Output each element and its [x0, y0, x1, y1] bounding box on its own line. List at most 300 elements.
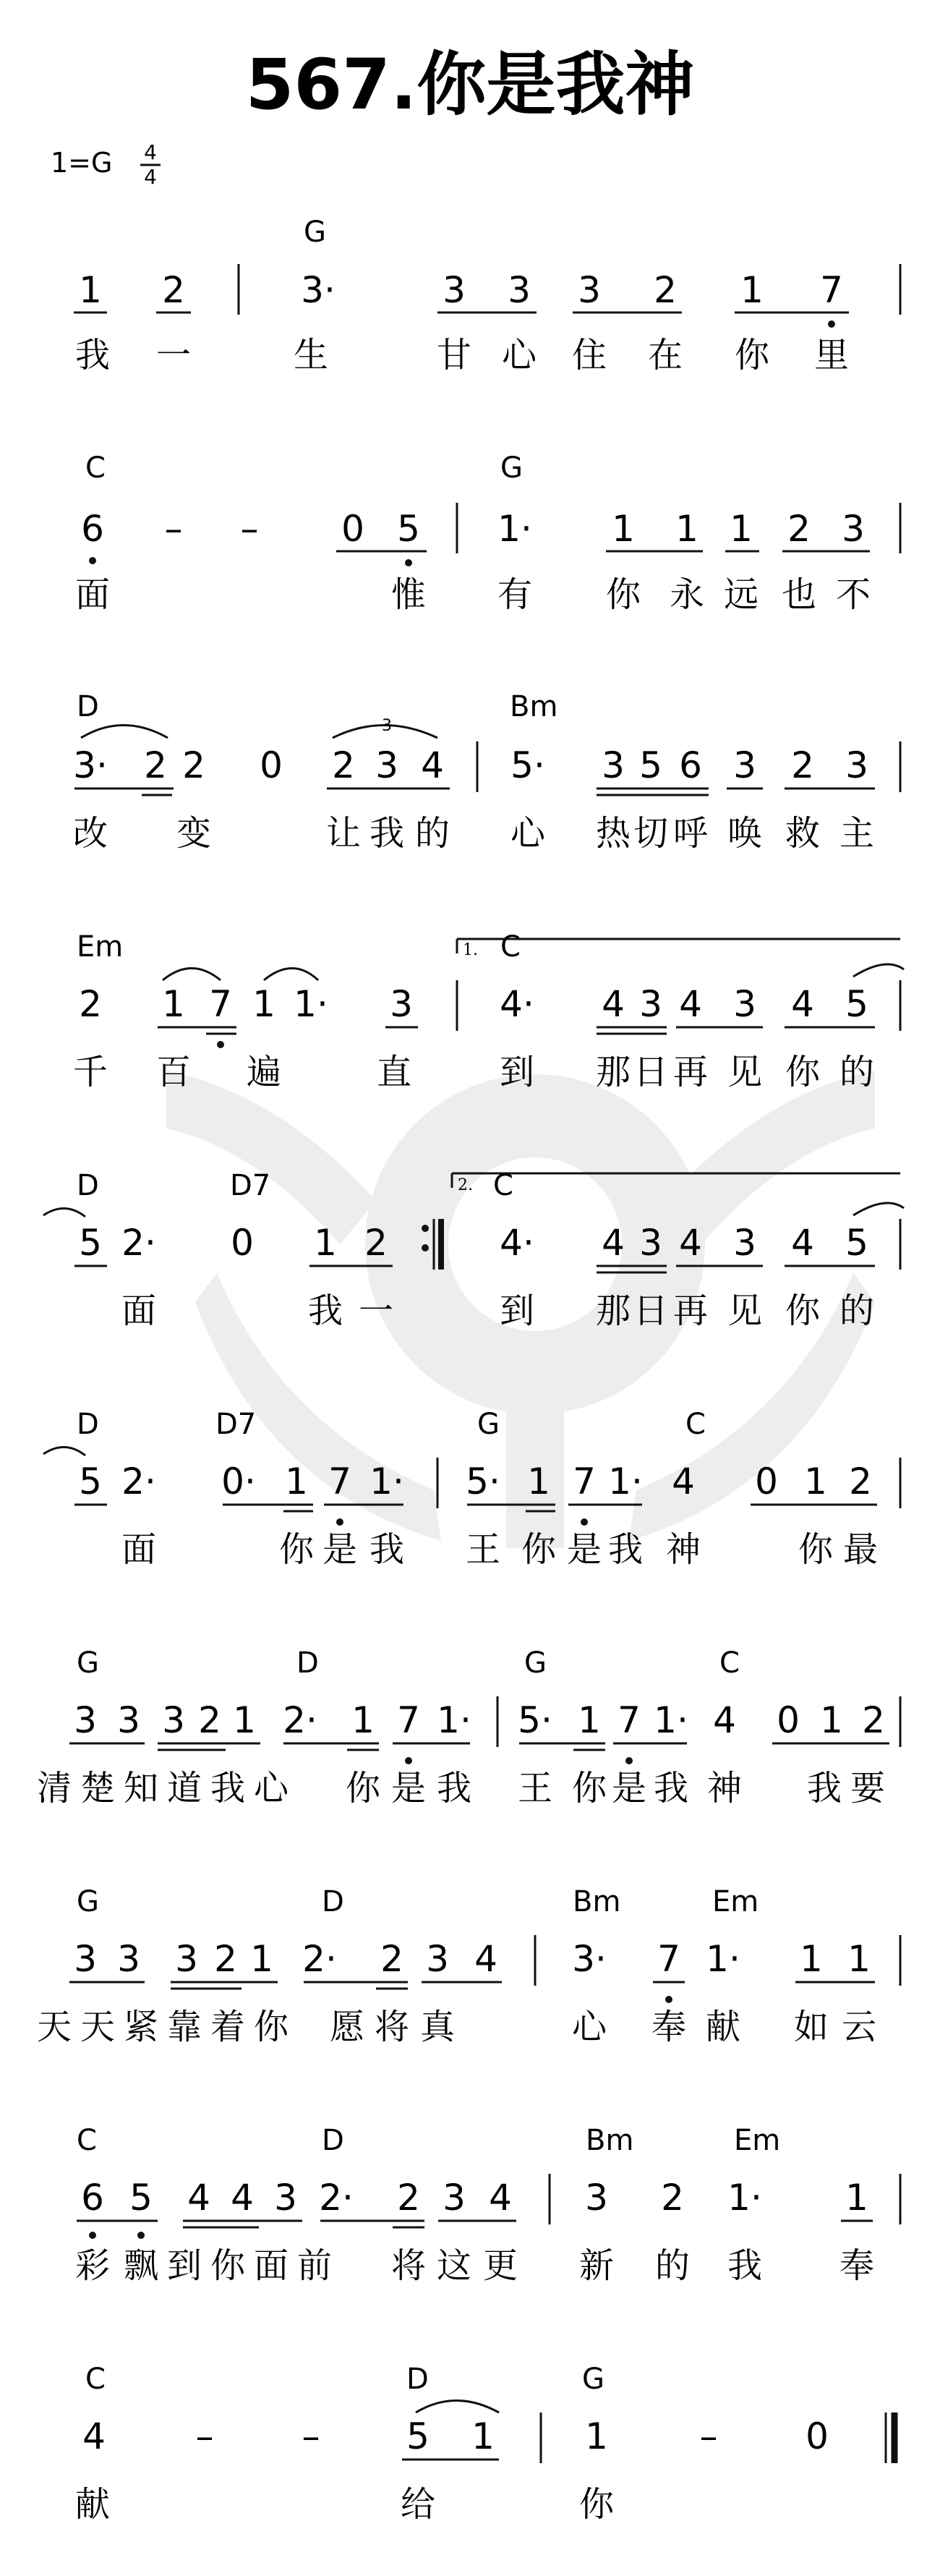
lyric-char: 你	[210, 2245, 246, 2286]
jianpu-note: 3	[639, 983, 662, 1025]
jianpu-note: 3·	[73, 744, 108, 786]
jianpu-note: 1	[252, 983, 275, 1025]
lyric-char: 见	[727, 1291, 763, 1331]
jianpu-note: 1	[162, 983, 185, 1025]
lyric-char: 千	[72, 1052, 108, 1092]
final-barline	[886, 2413, 894, 2463]
lyric-char: 是	[566, 1529, 602, 1570]
jianpu-note: 3	[602, 744, 625, 786]
jianpu-note: 3	[639, 1222, 662, 1264]
chord-symbol: D7	[230, 1169, 271, 1202]
lyric-char: 遍	[246, 1052, 282, 1092]
lyric-char: 着	[210, 2007, 246, 2047]
lyric-char: 主	[839, 813, 875, 854]
chord-symbol: Em	[712, 1885, 759, 1918]
score-line-7	[37, 1646, 900, 1808]
lyric-char: 改	[72, 813, 108, 854]
lyric-char: 神	[665, 1529, 701, 1570]
lyric-char: 王	[465, 1529, 501, 1570]
jianpu-note: 1·	[294, 983, 328, 1025]
jianpu-note: 5	[397, 508, 420, 550]
score-line-4	[73, 930, 904, 1092]
jianpu-note: –	[164, 508, 183, 550]
meter-top: 4	[144, 140, 157, 164]
lyric-char: 神	[706, 1768, 743, 1808]
jianpu-note: 4	[421, 744, 444, 786]
jianpu-note: 1	[730, 508, 753, 550]
chord-symbol: D	[77, 1408, 99, 1441]
lyric-char: 是	[390, 1768, 427, 1808]
beam-lines	[74, 1505, 877, 1511]
jianpu-note: 3	[162, 1699, 185, 1741]
lyric-char: 住	[571, 335, 607, 375]
jianpu-note: 2	[144, 744, 167, 786]
octave-dot	[137, 2232, 145, 2239]
lyric-char: 这	[436, 2245, 472, 2286]
volta-number: 1.	[463, 941, 478, 959]
jianpu-note: 2	[849, 1461, 872, 1502]
jianpu-note: 4	[791, 1222, 814, 1264]
lyric-char: 你	[798, 1529, 834, 1570]
lyric-char: 一	[358, 1291, 394, 1331]
jianpu-note: 2	[380, 1938, 403, 1980]
lyric-char: 你	[521, 1529, 557, 1570]
lyric-char: 在	[647, 335, 683, 375]
jianpu-note: 3	[733, 983, 756, 1025]
jianpu-note: 7	[657, 1938, 680, 1980]
lyric-char: 再	[672, 1052, 709, 1092]
lyric-char: 我	[653, 1768, 689, 1808]
slur-arc	[264, 969, 318, 981]
jianpu-note: 1	[79, 269, 102, 311]
lyric-char: 心	[510, 813, 546, 854]
jianpu-note: 0	[777, 1699, 800, 1741]
slur-arc	[416, 2401, 499, 2413]
jianpu-note: 3	[426, 1938, 449, 1980]
lyric-char: 惟	[390, 574, 427, 615]
lyric-char: 也	[781, 574, 817, 615]
lyric-char: 奉	[839, 2245, 875, 2286]
lyric-char: 永	[669, 574, 705, 615]
jianpu-note: 1	[285, 1461, 308, 1502]
jianpu-note: 5	[845, 983, 868, 1025]
beam-lines	[77, 2221, 873, 2227]
lyric-char: 你	[253, 2007, 289, 2047]
jianpu-note: 4	[602, 983, 625, 1025]
slur-arc	[163, 969, 221, 981]
lyric-char: 奉	[651, 2007, 687, 2047]
lyric-char: 我	[607, 1529, 644, 1570]
jianpu-note: 0	[231, 1222, 254, 1264]
jianpu-note: 3	[733, 1222, 756, 1264]
lyric-char: 楚	[80, 1768, 116, 1808]
jianpu-note: 1	[351, 1699, 375, 1741]
jianpu-note: 7	[328, 1461, 351, 1502]
chord-symbol: G	[500, 451, 523, 485]
jianpu-note: 2	[787, 508, 811, 550]
lyric-char: 直	[376, 1052, 412, 1092]
lyric-char: 知	[123, 1768, 159, 1808]
jianpu-note: 1	[585, 2415, 608, 2457]
lyric-char: 日	[633, 1291, 669, 1331]
lyric-char: 你	[278, 1529, 315, 1570]
chord-symbol: C	[493, 1169, 513, 1202]
jianpu-note: 7	[209, 983, 232, 1025]
jianpu-note: 2	[79, 983, 102, 1025]
lyric-char: 更	[482, 2245, 518, 2286]
octave-dot	[405, 1757, 412, 1764]
jianpu-note: 3·	[301, 269, 336, 311]
lyric-char: 心	[571, 2007, 607, 2047]
chord-symbol: G	[524, 1646, 547, 1680]
lyric-char: 变	[176, 813, 212, 854]
jianpu-note: 3	[175, 1938, 198, 1980]
chord-symbol: G	[582, 2363, 604, 2396]
lyric-char: 云	[841, 2007, 877, 2047]
slur-arc	[853, 964, 904, 977]
jianpu-note: 1	[847, 1938, 871, 1980]
jianpu-note: 5	[845, 1222, 868, 1264]
lyric-char: 你	[605, 574, 641, 615]
lyric-char: 你	[571, 1768, 607, 1808]
beam-lines	[69, 1743, 889, 1750]
chord-symbol: D	[406, 2363, 429, 2396]
lyric-char: 是	[322, 1529, 358, 1570]
jianpu-note: 5	[406, 2415, 430, 2457]
jianpu-note: 1	[804, 1461, 827, 1502]
slur-arc	[43, 1208, 85, 1217]
jianpu-note: 4	[474, 1938, 497, 1980]
lyric-char: 献	[705, 2007, 741, 2047]
jianpu-note: 1·	[727, 2177, 762, 2219]
jianpu-note: 1	[675, 508, 698, 550]
lyric-char: 彩	[74, 2245, 111, 2286]
tuplet-number: 3	[382, 717, 392, 735]
jianpu-note: 2·	[121, 1222, 156, 1264]
beam-lines	[74, 788, 875, 795]
jianpu-note: 2	[198, 1699, 221, 1741]
lyric-char: 面	[121, 1529, 157, 1570]
jianpu-note: 2	[332, 744, 355, 786]
jianpu-note: 1	[845, 2177, 868, 2219]
meter-bottom: 4	[144, 165, 157, 189]
jianpu-note: 1·	[437, 1699, 471, 1741]
jianpu-note: 5	[639, 744, 662, 786]
jianpu-note: 1·	[608, 1461, 643, 1502]
jianpu-note: 3	[578, 269, 601, 311]
jianpu-note: 3	[390, 983, 413, 1025]
chord-symbol: Em	[77, 930, 124, 964]
score-line-9	[75, 2124, 900, 2286]
lyric-char: 救	[785, 813, 821, 854]
jianpu-note: 0	[806, 2415, 829, 2457]
lyric-char: 心	[501, 335, 537, 375]
chord-symbol: D7	[215, 1408, 257, 1441]
jianpu-note: 3	[443, 269, 466, 311]
jianpu-note: 2·	[319, 2177, 354, 2219]
lyric-char: 面	[253, 2245, 289, 2286]
lyric-char: 远	[723, 574, 759, 615]
jianpu-note: 2·	[121, 1461, 156, 1502]
lyric-char: 将	[390, 2245, 427, 2286]
lyric-char: 不	[835, 574, 871, 615]
jianpu-note: 4·	[500, 983, 534, 1025]
score-line-8	[37, 1885, 900, 2047]
lyric-char: 的	[839, 1291, 875, 1331]
chord-symbol: Em	[734, 2124, 781, 2157]
jianpu-note: 3	[842, 508, 865, 550]
lyric-char: 热	[595, 813, 631, 854]
lyric-char: 愿	[329, 2007, 365, 2047]
jianpu-note: 3	[508, 269, 531, 311]
octave-dot	[581, 1518, 588, 1526]
lyric-char: 见	[727, 1052, 763, 1092]
octave-dot	[828, 320, 835, 328]
lyric-char: 到	[499, 1291, 535, 1331]
slur-arc	[853, 1203, 904, 1215]
chord-symbol: D	[322, 1885, 344, 1918]
chord-symbol: C	[500, 930, 521, 964]
octave-dot	[336, 1518, 343, 1526]
lyric-char: 清	[36, 1768, 72, 1808]
jianpu-note: 0·	[221, 1461, 256, 1502]
lyric-char: 紧	[123, 2007, 159, 2047]
jianpu-note: 4	[82, 2415, 106, 2457]
jianpu-note: 2	[364, 1222, 388, 1264]
score-line-2	[75, 451, 900, 615]
jianpu-note: 1·	[369, 1461, 404, 1502]
lyric-char: 你	[578, 2484, 615, 2525]
lyric-char: 你	[785, 1052, 821, 1092]
jianpu-note: 2	[661, 2177, 684, 2219]
jianpu-note: 2	[654, 269, 677, 311]
lyric-char: 心	[253, 1768, 289, 1808]
jianpu-note: 3	[845, 744, 868, 786]
jianpu-note: 2	[791, 744, 814, 786]
jianpu-note: 3	[443, 2177, 466, 2219]
lyric-char: 天	[80, 2007, 116, 2047]
jianpu-note: 1	[578, 1699, 601, 1741]
lyric-char: 的	[414, 813, 450, 854]
lyric-char: 甘	[436, 335, 472, 375]
jianpu-note: 5·	[510, 744, 545, 786]
jianpu-note: –	[195, 2415, 214, 2457]
jianpu-note: 4	[791, 983, 814, 1025]
jianpu-note: 2	[862, 1699, 885, 1741]
lyric-char: 有	[497, 574, 533, 615]
jianpu-note: 2·	[283, 1699, 317, 1741]
chord-symbol: Bm	[510, 690, 558, 723]
jianpu-note: 3	[274, 2177, 297, 2219]
jianpu-note: 3	[74, 1699, 97, 1741]
jianpu-note: 2	[397, 2177, 420, 2219]
lyric-char: 新	[578, 2245, 615, 2286]
lyric-char: 那	[595, 1052, 631, 1092]
jianpu-note: 4·	[500, 1222, 534, 1264]
lyric-char: 百	[155, 1052, 192, 1092]
jianpu-note: 3	[117, 1699, 140, 1741]
lyric-char: 真	[419, 2007, 456, 2047]
jianpu-note: 2	[214, 1938, 237, 1980]
octave-dot	[405, 559, 412, 566]
lyric-char: 前	[296, 2245, 333, 2286]
lyric-char: 我	[74, 335, 111, 375]
lyric-char: 给	[400, 2484, 436, 2525]
jianpu-note: 1	[471, 2415, 495, 2457]
jianpu-note: 4	[713, 1699, 736, 1741]
chord-symbol: Bm	[573, 1885, 621, 1918]
slur-arc	[81, 726, 168, 739]
jianpu-note: 3	[585, 2177, 608, 2219]
lyric-char: 你	[734, 335, 770, 375]
jianpu-note: 1	[527, 1461, 550, 1502]
lyric-char: 我	[369, 1529, 405, 1570]
lyric-char: 你	[785, 1291, 821, 1331]
lyric-char: 面	[74, 574, 111, 615]
chord-symbol: D	[77, 690, 99, 723]
jianpu-note: 3·	[572, 1938, 607, 1980]
lyric-char: 的	[839, 1052, 875, 1092]
chord-symbol: Bm	[586, 2124, 634, 2157]
chord-symbol: G	[77, 1885, 99, 1918]
score-line-1	[74, 216, 900, 375]
lyric-char: 我	[727, 2245, 763, 2286]
octave-dot	[89, 557, 96, 564]
jianpu-note: 1	[612, 508, 635, 550]
jianpu-note: 2·	[302, 1938, 337, 1980]
lyric-char: 我	[210, 1768, 246, 1808]
jianpu-note: 1	[820, 1699, 843, 1741]
jianpu-note: 6	[81, 2177, 104, 2219]
lyric-char: 的	[654, 2245, 691, 2286]
jianpu-note: –	[302, 2415, 320, 2457]
lyric-char: 将	[374, 2007, 410, 2047]
chord-symbol: C	[719, 1646, 740, 1680]
lyric-char: 面	[121, 1291, 157, 1331]
jianpu-note: 3	[375, 744, 398, 786]
octave-dot	[89, 2232, 96, 2239]
lyric-char: 最	[842, 1529, 879, 1570]
slur-arc	[43, 1447, 85, 1455]
jianpu-note: 1·	[497, 508, 532, 550]
lyric-char: 里	[813, 335, 850, 375]
jianpu-note: 3	[117, 1938, 140, 1980]
jianpu-note: –	[699, 2415, 718, 2457]
chord-symbol: D	[296, 1646, 319, 1680]
jianpu-note: 0	[341, 508, 364, 550]
jianpu-note: 3	[733, 744, 756, 786]
jianpu-note: 7	[618, 1699, 641, 1741]
chord-symbol: G	[304, 216, 326, 249]
chord-symbol: C	[685, 1408, 706, 1441]
key-signature: 1=G	[51, 147, 113, 179]
octave-dot	[217, 1041, 224, 1048]
jianpu-note: 6	[679, 744, 702, 786]
jianpu-note: 1	[233, 1699, 256, 1741]
jianpu-note: 0	[755, 1461, 778, 1502]
jianpu-note: 4	[231, 2177, 254, 2219]
jianpu-note: 5·	[518, 1699, 552, 1741]
jianpu-note: 4	[679, 983, 702, 1025]
lyric-char: 献	[74, 2484, 111, 2525]
jianpu-note: 1·	[706, 1938, 740, 1980]
lyric-char: 靠	[166, 2007, 202, 2047]
lyric-char: 是	[611, 1768, 647, 1808]
jianpu-note: 4	[489, 2177, 512, 2219]
jianpu-note: 5	[79, 1461, 102, 1502]
lyric-char: 如	[793, 2007, 829, 2047]
lyric-char: 我	[369, 813, 405, 854]
chord-symbol: D	[77, 1169, 99, 1202]
chord-symbol: C	[85, 451, 106, 485]
jianpu-note: 5·	[466, 1461, 500, 1502]
jianpu-note: –	[240, 508, 259, 550]
jianpu-note: 2	[162, 269, 185, 311]
jianpu-note: 1	[250, 1938, 273, 1980]
lyric-char: 呼	[672, 813, 709, 854]
lyric-char: 唤	[727, 813, 763, 854]
score-line-10	[75, 2363, 894, 2525]
jianpu-note: 2	[182, 744, 205, 786]
jianpu-note: 3	[74, 1938, 97, 1980]
lyric-char: 你	[345, 1768, 381, 1808]
lyric-char: 到	[166, 2245, 202, 2286]
chord-symbol: C	[77, 2124, 97, 2157]
jianpu-note: 7	[573, 1461, 596, 1502]
chord-symbol: C	[85, 2363, 106, 2396]
jianpu-note: 1·	[654, 1699, 688, 1741]
jianpu-note: 4	[602, 1222, 625, 1264]
jianpu-note: 4	[672, 1461, 695, 1502]
lyric-char: 让	[325, 813, 362, 854]
lyric-char: 王	[517, 1768, 553, 1808]
lyric-char: 我	[436, 1768, 472, 1808]
jianpu-note: 7	[820, 269, 843, 311]
chord-symbol: G	[477, 1408, 500, 1441]
jianpu-note: 0	[260, 744, 283, 786]
lyric-char: 要	[850, 1768, 886, 1808]
lyric-char: 飘	[123, 2245, 159, 2286]
jianpu-note: 1	[800, 1938, 823, 1980]
chord-symbol: D	[322, 2124, 344, 2157]
lyric-char: 道	[166, 1768, 202, 1808]
lyric-char: 我	[806, 1768, 842, 1808]
lyric-char: 天	[36, 2007, 72, 2047]
lyric-char: 生	[293, 335, 329, 375]
jianpu-note: 1	[740, 269, 764, 311]
jianpu-note: 4	[187, 2177, 210, 2219]
jianpu-note: 1	[314, 1222, 337, 1264]
lyric-char: 再	[672, 1291, 709, 1331]
jianpu-note: 5	[79, 1222, 102, 1264]
lyric-char: 日	[633, 1052, 669, 1092]
chord-symbol: G	[77, 1646, 99, 1680]
lyric-char: 到	[499, 1052, 535, 1092]
song-title: 567.你是我神	[245, 44, 695, 125]
octave-dot	[665, 1996, 672, 2003]
octave-dot	[625, 1757, 633, 1764]
jianpu-note: 5	[129, 2177, 153, 2219]
score-line-3	[73, 690, 900, 854]
jianpu-note: 7	[397, 1699, 420, 1741]
jianpu-note: 4	[679, 1222, 702, 1264]
jianpu-note: 6	[81, 508, 104, 550]
lyric-char: 那	[595, 1291, 631, 1331]
lyric-char: 一	[155, 335, 192, 375]
lyric-char: 切	[633, 813, 669, 854]
lyric-char: 我	[307, 1291, 343, 1331]
volta-number: 2.	[458, 1176, 473, 1194]
